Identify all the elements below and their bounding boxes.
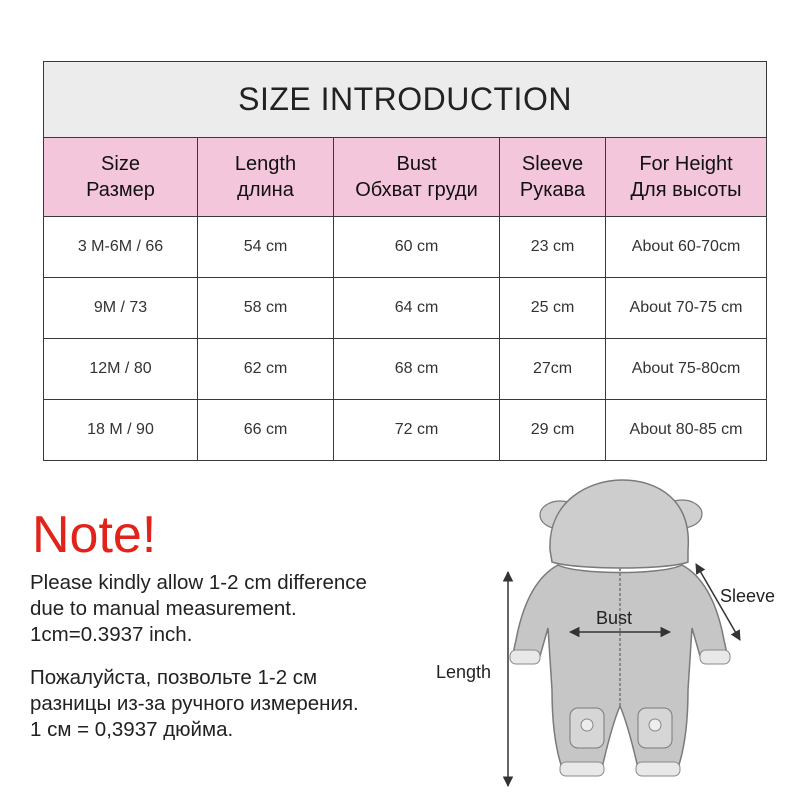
cell-length: 66 cm — [198, 400, 334, 461]
header-height: For Height Для высоты — [606, 138, 767, 217]
table-row — [44, 339, 767, 400]
cell-sleeve: 23 cm — [500, 217, 606, 278]
cell-length: 62 cm — [198, 339, 334, 400]
cell-length: 54 cm — [198, 217, 334, 278]
hood-icon — [550, 480, 688, 568]
cell-sleeve: 25 cm — [500, 278, 606, 339]
note-russian — [30, 665, 359, 743]
table-row — [44, 278, 767, 339]
cell-bust: 64 cm — [334, 278, 500, 339]
note-line: 1 см = 0,3937 дюйма. — [30, 718, 234, 741]
note-english — [30, 570, 367, 648]
bust-label: Bust — [596, 608, 633, 628]
sleeve-label: Sleeve — [720, 586, 776, 606]
cell-height: About 80-85 cm — [606, 400, 767, 461]
header-length: Length длина — [198, 138, 334, 217]
cell-height: About 75-80cm — [606, 339, 767, 400]
note-line: разницы из-за ручного измерения. — [30, 692, 359, 715]
note-line: Please kindly allow 1-2 cm difference — [30, 571, 367, 594]
left-leg-cuff-icon — [560, 762, 604, 776]
cell-size: 3 M-6M / 66 — [44, 217, 198, 278]
right-cuff-icon — [700, 650, 730, 664]
cell-height: About 60-70cm — [606, 217, 767, 278]
table-row — [44, 400, 767, 461]
paw-icon — [649, 719, 661, 731]
table-row — [44, 217, 767, 278]
cell-sleeve: 27cm — [500, 339, 606, 400]
right-leg-cuff-icon — [636, 762, 680, 776]
note-line: 1cm=0.3937 inch. — [30, 623, 193, 646]
cell-height: About 70-75 cm — [606, 278, 767, 339]
size-table — [43, 61, 767, 461]
cell-length: 58 cm — [198, 278, 334, 339]
header-sleeve: Sleeve Рукава — [500, 138, 606, 217]
header-size: Size Размер — [44, 138, 198, 217]
romper-illustration — [510, 480, 730, 776]
cell-size: 12M / 80 — [44, 339, 198, 400]
header-bust: Bust Обхват груди — [334, 138, 500, 217]
cell-sleeve: 29 cm — [500, 400, 606, 461]
cell-bust: 60 cm — [334, 217, 500, 278]
note-title: Note! — [32, 506, 157, 564]
paw-icon — [581, 719, 593, 731]
length-label: Length — [436, 662, 492, 682]
measurement-diagram — [430, 470, 790, 795]
cell-bust: 72 cm — [334, 400, 500, 461]
cell-bust: 68 cm — [334, 339, 500, 400]
note-line: due to manual measurement. — [30, 597, 297, 620]
table-title: SIZE INTRODUCTION — [44, 62, 767, 138]
cell-size: 9M / 73 — [44, 278, 198, 339]
cell-size: 18 M / 90 — [44, 400, 198, 461]
left-cuff-icon — [510, 650, 540, 664]
note-line: Пожалуйста, позвольте 1-2 см — [30, 666, 318, 689]
table-header-row — [44, 138, 767, 217]
